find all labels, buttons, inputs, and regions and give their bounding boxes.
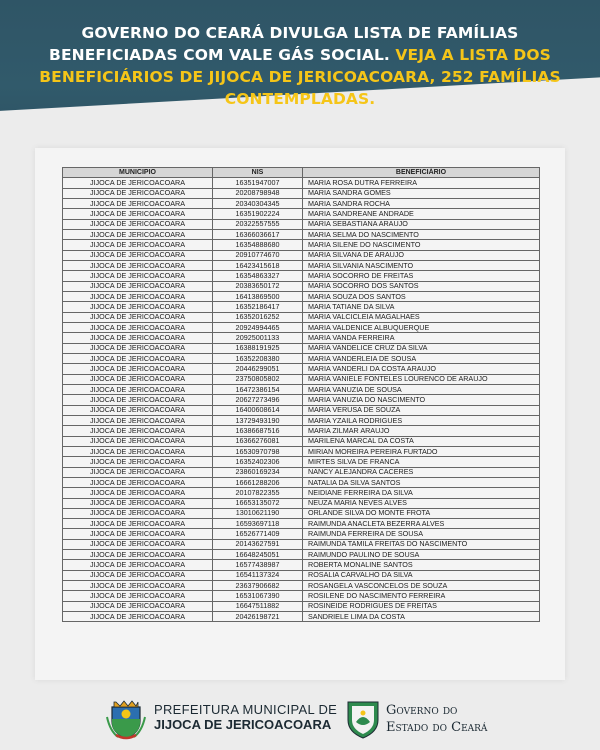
cell-municipio: JIJOCA DE JERICOACOARA [63,281,213,291]
cell-beneficiario: MARIA SEBASTIANA ARAUJO [303,219,540,229]
cell-nis: 16423415618 [213,260,303,270]
cell-nis: 16593697118 [213,519,303,529]
cell-beneficiario: MARIA VANDELICE CRUZ DA SILVA [303,343,540,353]
cell-beneficiario: MARIA SOUZA DOS SANTOS [303,291,540,301]
cell-nis: 16351947007 [213,178,303,188]
cell-nis: 16400608614 [213,405,303,415]
table-row [63,395,540,405]
table-row [63,591,540,601]
cell-nis: 16661288206 [213,477,303,487]
cell-nis: 13729493190 [213,415,303,425]
table-row [63,209,540,219]
table-row [63,426,540,436]
cell-municipio: JIJOCA DE JERICOACOARA [63,260,213,270]
table-row [63,219,540,229]
cell-nis: 16531067390 [213,591,303,601]
ceara-state-seal-icon [345,698,381,740]
cell-beneficiario: MARIA YZAILA RODRIGUES [303,415,540,425]
table-row [63,488,540,498]
cell-nis: 20340304345 [213,198,303,208]
cell-nis: 20446299051 [213,364,303,374]
cell-beneficiario: SANDRIELE LIMA DA COSTA [303,612,540,622]
cell-beneficiario: RAIMUNDA FERREIRA DE SOUSA [303,529,540,539]
cell-nis: 16386687516 [213,426,303,436]
cell-beneficiario: ROSINEIDE RODRIGUES DE FREITAS [303,601,540,611]
cell-nis: 16352402306 [213,457,303,467]
table-row [63,343,540,353]
cell-nis: 16354888680 [213,240,303,250]
cell-municipio: JIJOCA DE JERICOACOARA [63,405,213,415]
cell-nis: 20924994465 [213,322,303,332]
table-row [63,560,540,570]
column-header-municipio: MUNICIPIO [63,168,213,178]
cell-beneficiario: MARIA VANUZIA DO NASCIMENTO [303,395,540,405]
cell-municipio: JIJOCA DE JERICOACOARA [63,374,213,384]
cell-beneficiario: ROSILENE DO NASCIMENTO FERREIRA [303,591,540,601]
cell-beneficiario: MARIA VANIELE FONTELES LOURENCO DE ARAUJO [303,374,540,384]
cell-beneficiario: MARIA SOCORRO DOS SANTOS [303,281,540,291]
cell-beneficiario: MARIA ROSA DUTRA FERREIRA [303,178,540,188]
cell-beneficiario: MARIA VERUSA DE SOUZA [303,405,540,415]
cell-nis: 16647511882 [213,601,303,611]
cell-municipio: JIJOCA DE JERICOACOARA [63,457,213,467]
cell-beneficiario: MARIA SELMA DO NASCIMENTO [303,229,540,239]
table-row [63,405,540,415]
cell-municipio: JIJOCA DE JERICOACOARA [63,291,213,301]
cell-beneficiario: MARIA SILVANA DE ARAUJO [303,250,540,260]
prefeitura-logotype [154,702,337,732]
cell-nis: 16352208380 [213,353,303,363]
cell-municipio: JIJOCA DE JERICOACOARA [63,302,213,312]
cell-beneficiario: NEUZA MARIA NEVES ALVES [303,498,540,508]
table-row [63,612,540,622]
cell-nis: 16352016252 [213,312,303,322]
cell-beneficiario: MARIA SILVANIA NASCIMENTO [303,260,540,270]
table-row [63,581,540,591]
table-row [63,198,540,208]
cell-nis: 20627273496 [213,395,303,405]
cell-municipio: JIJOCA DE JERICOACOARA [63,384,213,394]
governo-logotype [386,702,487,736]
cell-beneficiario: NATALIA DA SILVA SANTOS [303,477,540,487]
table-row [63,477,540,487]
cell-nis: 20426198721 [213,612,303,622]
cell-nis: 16354863327 [213,271,303,281]
cell-beneficiario: MARILENA MARCAL DA COSTA [303,436,540,446]
cell-beneficiario: MARIA VANDERLI DA COSTA ARAUJO [303,364,540,374]
table-row [63,260,540,270]
table-row [63,250,540,260]
cell-municipio: JIJOCA DE JERICOACOARA [63,312,213,322]
cell-nis: 16526771409 [213,529,303,539]
cell-municipio: JIJOCA DE JERICOACOARA [63,612,213,622]
cell-nis: 16472386154 [213,384,303,394]
cell-beneficiario: MARIA SANDREANE ANDRADE [303,209,540,219]
column-header-beneficiario: BENEFICIÁRIO [303,168,540,178]
cell-nis: 23750805802 [213,374,303,384]
cell-municipio: JIJOCA DE JERICOACOARA [63,529,213,539]
cell-municipio: JIJOCA DE JERICOACOARA [63,188,213,198]
table-row [63,333,540,343]
cell-beneficiario: MARIA SOCORRO DE FREITAS [303,271,540,281]
cell-nis: 20208798948 [213,188,303,198]
cell-municipio: JIJOCA DE JERICOACOARA [63,601,213,611]
table-row [63,188,540,198]
cell-municipio: JIJOCA DE JERICOACOARA [63,240,213,250]
cell-municipio: JIJOCA DE JERICOACOARA [63,426,213,436]
cell-beneficiario: MARIA TATIANE DA SILVA [303,302,540,312]
table-row [63,415,540,425]
footer-logos [0,688,600,750]
cell-beneficiario: NEIDIANE FERREIRA DA SILVA [303,488,540,498]
cell-municipio: JIJOCA DE JERICOACOARA [63,271,213,281]
cell-municipio: JIJOCA DE JERICOACOARA [63,219,213,229]
table-row [63,374,540,384]
cell-beneficiario: MARIA VALDENICE ALBUQUERQUE [303,322,540,332]
cell-municipio: JIJOCA DE JERICOACOARA [63,250,213,260]
cell-nis: 16351902224 [213,209,303,219]
cell-beneficiario: MARIA SANDRA ROCHA [303,198,540,208]
governo-line2: Estado do Ceará [386,720,488,735]
cell-beneficiario: ROSALIA CARVALHO DA SILVA [303,570,540,580]
table-row [63,457,540,467]
cell-beneficiario: MARIA SILENE DO NASCIMENTO [303,240,540,250]
cell-nis: 20383650172 [213,281,303,291]
cell-beneficiario: MARIA VALCICLEIA MAGALHAES [303,312,540,322]
cell-municipio: JIJOCA DE JERICOACOARA [63,539,213,549]
cell-beneficiario: NANCY ALEJANDRA CACERES [303,467,540,477]
cell-nis: 16366276081 [213,436,303,446]
cell-municipio: JIJOCA DE JERICOACOARA [63,508,213,518]
table-row [63,281,540,291]
cell-municipio: JIJOCA DE JERICOACOARA [63,436,213,446]
table-row [63,519,540,529]
table-row [63,550,540,560]
cell-beneficiario: ROBERTA MONALINE SANTOS [303,560,540,570]
table-row [63,178,540,188]
table-row [63,229,540,239]
table-row [63,322,540,332]
table-row [63,498,540,508]
headline-yellow-text: VEJA A LISTA DOS BENEFICIÁRIOS DE JIJOCA DE JERICOACOARA, 252 FAMÍLIAS CONTEMPLADAS. [39,46,561,108]
cell-municipio: JIJOCA DE JERICOACOARA [63,364,213,374]
cell-municipio: JIJOCA DE JERICOACOARA [63,467,213,477]
cell-nis: 13010621190 [213,508,303,518]
table-row [63,312,540,322]
cell-municipio: JIJOCA DE JERICOACOARA [63,198,213,208]
municipal-coat-of-arms-icon [104,697,148,741]
table-row [63,529,540,539]
cell-beneficiario: MARIA VANDERLEIA DE SOUSA [303,353,540,363]
cell-municipio: JIJOCA DE JERICOACOARA [63,498,213,508]
table-row [63,446,540,456]
cell-beneficiario: ORLANDE SILVA DO MONTE FROTA [303,508,540,518]
cell-beneficiario: RAIMUNDO PAULINO DE SOUSA [303,550,540,560]
cell-municipio: JIJOCA DE JERICOACOARA [63,322,213,332]
cell-nis: 16577438987 [213,560,303,570]
cell-nis: 20925001133 [213,333,303,343]
headline [30,22,570,110]
cell-beneficiario: MARIA VANUZIA DE SOUSA [303,384,540,394]
cell-municipio: JIJOCA DE JERICOACOARA [63,209,213,219]
cell-municipio: JIJOCA DE JERICOACOARA [63,581,213,591]
cell-nis: 16541137324 [213,570,303,580]
table-row [63,291,540,301]
cell-municipio: JIJOCA DE JERICOACOARA [63,333,213,343]
prefeitura-line2: JIJOCA DE JERICOACOARA [154,717,332,732]
cell-municipio: JIJOCA DE JERICOACOARA [63,488,213,498]
table-row [63,240,540,250]
cell-nis: 16530970798 [213,446,303,456]
cell-municipio: JIJOCA DE JERICOACOARA [63,570,213,580]
cell-nis: 20910774670 [213,250,303,260]
cell-nis: 16366036617 [213,229,303,239]
beneficiaries-table [62,167,540,622]
table-body [63,178,540,622]
cell-nis: 20143627591 [213,539,303,549]
cell-nis: 20107822355 [213,488,303,498]
table-row [63,436,540,446]
table-row [63,508,540,518]
cell-nis: 16388191925 [213,343,303,353]
cell-beneficiario: MIRTES SILVA DE FRANCA [303,457,540,467]
cell-municipio: JIJOCA DE JERICOACOARA [63,560,213,570]
table-row [63,353,540,363]
cell-municipio: JIJOCA DE JERICOACOARA [63,519,213,529]
cell-municipio: JIJOCA DE JERICOACOARA [63,178,213,188]
cell-municipio: JIJOCA DE JERICOACOARA [63,229,213,239]
table-row [63,302,540,312]
table-row [63,271,540,281]
cell-nis: 20322557555 [213,219,303,229]
cell-municipio: JIJOCA DE JERICOACOARA [63,477,213,487]
table-row [63,570,540,580]
table-row [63,539,540,549]
cell-nis: 23637906682 [213,581,303,591]
table-row [63,601,540,611]
table-row [63,384,540,394]
cell-beneficiario: ROSANGELA VASCONCELOS DE SOUZA [303,581,540,591]
cell-municipio: JIJOCA DE JERICOACOARA [63,395,213,405]
column-header-nis: NIS [213,168,303,178]
table-row [63,364,540,374]
table-header-row [63,168,540,178]
cell-beneficiario: MARIA ZILMAR ARAUJO [303,426,540,436]
cell-nis: 16653135072 [213,498,303,508]
cell-municipio: JIJOCA DE JERICOACOARA [63,343,213,353]
cell-beneficiario: RAIMUNDA TAMILA FREITAS DO NASCIMENTO [303,539,540,549]
governo-line1: Governo do [386,703,458,718]
cell-beneficiario: MARIA VANDA FERREIRA [303,333,540,343]
headline-white-text: GOVERNO DO CEARÁ DIVULGA LISTA DE FAMÍLIAS BENEFICIADAS COM VALE GÁS SOCIAL. [49,24,519,64]
cell-nis: 23860169234 [213,467,303,477]
cell-municipio: JIJOCA DE JERICOACOARA [63,591,213,601]
cell-municipio: JIJOCA DE JERICOACOARA [63,353,213,363]
cell-nis: 16648245051 [213,550,303,560]
cell-municipio: JIJOCA DE JERICOACOARA [63,446,213,456]
cell-nis: 16413869500 [213,291,303,301]
table-row [63,467,540,477]
cell-municipio: JIJOCA DE JERICOACOARA [63,550,213,560]
cell-beneficiario: MARIA SANDRA GOMES [303,188,540,198]
cell-nis: 16352186417 [213,302,303,312]
cell-beneficiario: RAIMUNDA ANACLETA BEZERRA ALVES [303,519,540,529]
cell-beneficiario: MIRIAN MOREIRA PEREIRA FURTADO [303,446,540,456]
cell-municipio: JIJOCA DE JERICOACOARA [63,415,213,425]
prefeitura-line1: PREFEITURA MUNICIPAL DE [154,702,338,717]
